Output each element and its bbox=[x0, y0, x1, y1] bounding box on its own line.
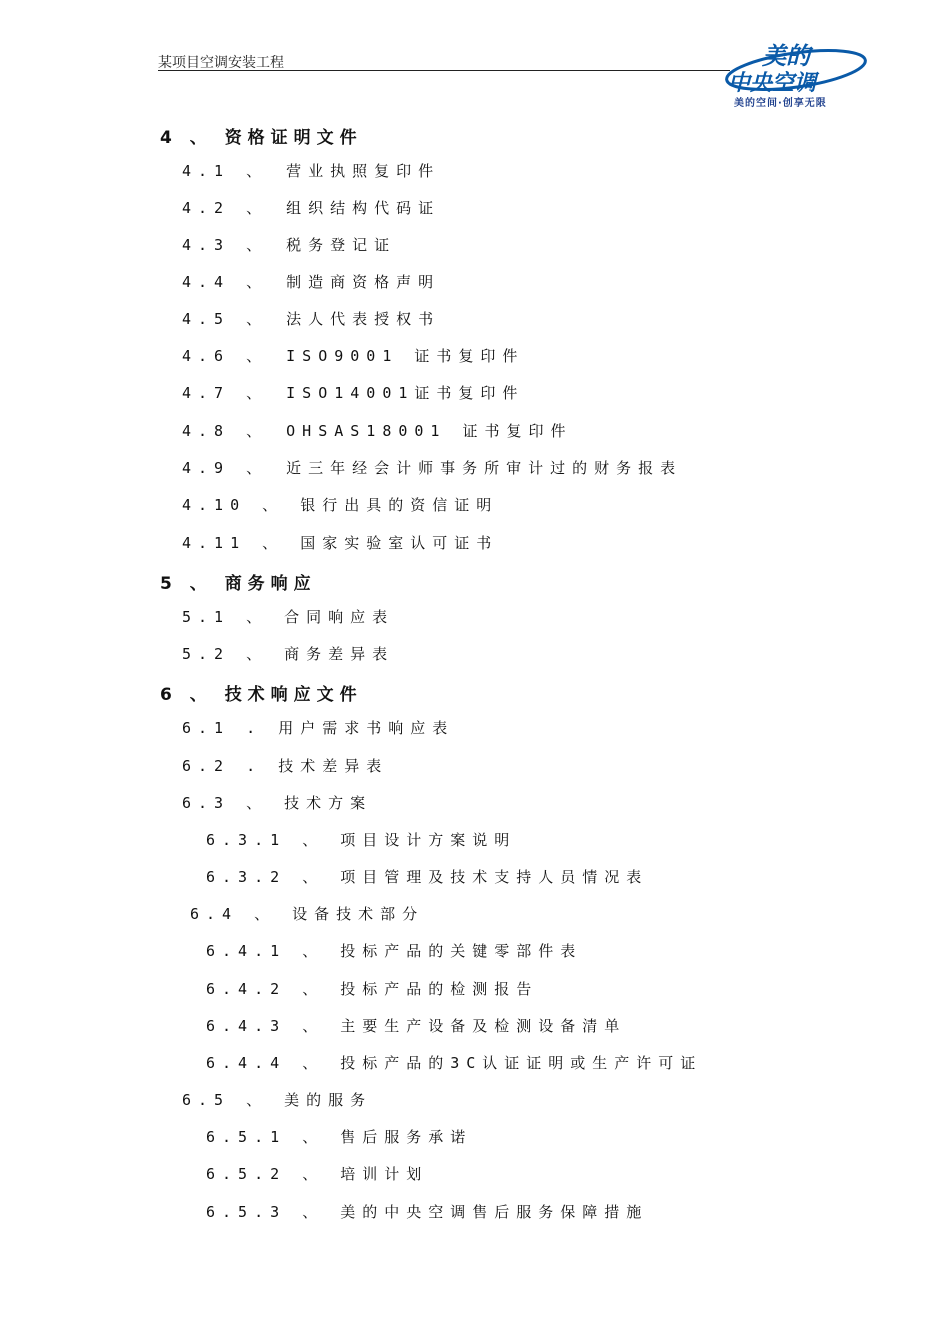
toc-text: 美的服务 bbox=[284, 1091, 373, 1109]
toc-item bbox=[182, 382, 524, 403]
toc-number: 5 bbox=[160, 574, 178, 594]
toc-separator: 、 bbox=[246, 199, 269, 217]
toc-item bbox=[182, 160, 440, 181]
toc-item bbox=[182, 755, 388, 776]
toc-number: 4 bbox=[160, 128, 178, 148]
toc-separator: 、 bbox=[302, 1165, 325, 1183]
toc-item bbox=[182, 1089, 372, 1110]
toc-number: 6.3.1 bbox=[206, 831, 287, 849]
toc-text: 投标产品的3C认证证明或生产许可证 bbox=[340, 1054, 703, 1072]
toc-separator: 、 bbox=[246, 273, 269, 291]
toc-separator: 、 bbox=[246, 645, 269, 663]
toc-item bbox=[206, 940, 582, 961]
toc-text: 售后服务承诺 bbox=[340, 1128, 473, 1146]
toc-separator: 、 bbox=[302, 1054, 325, 1072]
toc-separator: 、 bbox=[254, 905, 277, 923]
toc-separator: 、 bbox=[262, 534, 285, 552]
toc-number: 6.1 bbox=[182, 719, 231, 737]
toc-number: 5.1 bbox=[182, 608, 231, 626]
toc-text: 培训计划 bbox=[340, 1165, 429, 1183]
toc-text: 组织结构代码证 bbox=[286, 199, 441, 217]
toc-number: 6.3.2 bbox=[206, 868, 287, 886]
toc-item bbox=[182, 271, 440, 292]
toc-separator: 、 bbox=[302, 1203, 325, 1221]
toc-item bbox=[182, 792, 372, 813]
toc-separator: 、 bbox=[302, 1017, 325, 1035]
toc-text: 技术响应文件 bbox=[224, 685, 363, 705]
toc-number: 6.5 bbox=[182, 1091, 231, 1109]
toc-item bbox=[206, 1163, 428, 1184]
toc-separator: . bbox=[246, 757, 263, 775]
toc-separator: 、 bbox=[246, 347, 269, 365]
toc-number: 6.4.2 bbox=[206, 980, 287, 998]
toc-number: 6.4 bbox=[190, 905, 239, 923]
toc-item bbox=[182, 606, 394, 627]
toc-separator: 、 bbox=[302, 868, 325, 886]
toc-item bbox=[182, 197, 440, 218]
toc-item bbox=[160, 569, 317, 594]
toc-number: 6 bbox=[160, 685, 178, 705]
toc-number: 5.2 bbox=[182, 645, 231, 663]
header-rule bbox=[158, 70, 730, 71]
toc-number: 4.7 bbox=[182, 384, 231, 402]
toc-item bbox=[206, 1052, 702, 1073]
toc-number: 4.3 bbox=[182, 236, 231, 254]
toc-number: 4.4 bbox=[182, 273, 231, 291]
toc-text: 资格证明文件 bbox=[224, 128, 363, 148]
toc-separator: 、 bbox=[302, 980, 325, 998]
toc-item bbox=[206, 829, 516, 850]
toc-separator: 、 bbox=[302, 942, 325, 960]
toc-text: 税务登记证 bbox=[286, 236, 397, 254]
toc-text: 合同响应表 bbox=[284, 608, 395, 626]
toc-text: 项目设计方案说明 bbox=[340, 831, 517, 849]
toc-item bbox=[182, 420, 572, 441]
toc-text: 投标产品的关键零部件表 bbox=[340, 942, 583, 960]
toc-text: 制造商资格声明 bbox=[286, 273, 441, 291]
toc-number: 4.1 bbox=[182, 162, 231, 180]
toc-item bbox=[182, 643, 394, 664]
toc-item bbox=[182, 457, 682, 478]
toc-item bbox=[206, 1201, 648, 1222]
toc-text: 项目管理及技术支持人员情况表 bbox=[340, 868, 649, 886]
toc-number: 4.5 bbox=[182, 310, 231, 328]
toc-text: 用户需求书响应表 bbox=[278, 719, 455, 737]
toc-separator: 、 bbox=[262, 496, 285, 514]
toc-text: 银行出具的资信证明 bbox=[300, 496, 499, 514]
toc-text: 美的中央空调售后服务保障措施 bbox=[340, 1203, 649, 1221]
toc-separator: 、 bbox=[246, 162, 269, 180]
toc-separator: . bbox=[246, 719, 263, 737]
toc-number: 4.11 bbox=[182, 534, 247, 552]
toc-number: 6.3 bbox=[182, 794, 231, 812]
toc-separator: 、 bbox=[246, 384, 269, 402]
toc-item bbox=[182, 717, 454, 738]
toc-text: 营业执照复印件 bbox=[286, 162, 441, 180]
toc-number: 6.2 bbox=[182, 757, 231, 775]
toc-separator: 、 bbox=[189, 685, 213, 705]
toc-number: 4.9 bbox=[182, 459, 231, 477]
toc-separator: 、 bbox=[246, 459, 269, 477]
toc-text: 商务响应 bbox=[224, 574, 317, 594]
document-title: 某项目空调安装工程 bbox=[158, 55, 284, 71]
toc-text: 主要生产设备及检测设备清单 bbox=[340, 1017, 627, 1035]
toc-text: 法人代表授权书 bbox=[286, 310, 441, 328]
toc-item bbox=[182, 234, 396, 255]
toc-item bbox=[160, 680, 363, 705]
toc-number: 6.4.3 bbox=[206, 1017, 287, 1035]
toc-item bbox=[182, 345, 524, 366]
toc-number: 4.6 bbox=[182, 347, 231, 365]
toc-number: 4.2 bbox=[182, 199, 231, 217]
toc-number: 6.4.4 bbox=[206, 1054, 287, 1072]
toc-item bbox=[182, 494, 498, 515]
toc-item bbox=[182, 308, 440, 329]
logo-main-text: 美的 bbox=[762, 42, 810, 70]
toc-separator: 、 bbox=[302, 831, 325, 849]
toc-number: 6.4.1 bbox=[206, 942, 287, 960]
toc-separator: 、 bbox=[246, 236, 269, 254]
toc-text: 商务差异表 bbox=[284, 645, 395, 663]
toc-separator: 、 bbox=[189, 128, 213, 148]
toc-separator: 、 bbox=[302, 1128, 325, 1146]
toc-text: 投标产品的检测报告 bbox=[340, 980, 539, 998]
toc-number: 6.5.2 bbox=[206, 1165, 287, 1183]
toc-item bbox=[160, 123, 363, 148]
toc-number: 6.5.3 bbox=[206, 1203, 287, 1221]
toc-item bbox=[206, 866, 648, 887]
toc-separator: 、 bbox=[246, 422, 269, 440]
toc-number: 6.5.1 bbox=[206, 1128, 287, 1146]
toc-text: 设备技术部分 bbox=[292, 905, 425, 923]
toc-number: 4.8 bbox=[182, 422, 231, 440]
toc-text: 技术方案 bbox=[284, 794, 373, 812]
toc-separator: 、 bbox=[189, 574, 213, 594]
toc-item bbox=[182, 532, 498, 553]
toc-separator: 、 bbox=[246, 1091, 269, 1109]
toc-text: 近三年经会计师事务所审计过的财务报表 bbox=[286, 459, 683, 477]
toc-item bbox=[206, 978, 538, 999]
toc-text: 国家实验室认可证书 bbox=[300, 534, 499, 552]
toc-text: OHSAS18001 证书复印件 bbox=[286, 422, 573, 440]
toc-separator: 、 bbox=[246, 608, 269, 626]
logo-sub-text: 中央空调 bbox=[728, 71, 817, 96]
toc-text: ISO9001 证书复印件 bbox=[286, 347, 525, 365]
toc-item bbox=[206, 1015, 626, 1036]
toc-item bbox=[190, 903, 424, 924]
toc-text: ISO14001证书复印件 bbox=[286, 384, 525, 402]
toc-item bbox=[206, 1126, 472, 1147]
toc-text: 技术差异表 bbox=[278, 757, 389, 775]
toc-separator: 、 bbox=[246, 794, 269, 812]
toc-separator: 、 bbox=[246, 310, 269, 328]
toc-number: 4.10 bbox=[182, 496, 247, 514]
logo-slogan: 美的空间·创享无限 bbox=[734, 98, 827, 109]
